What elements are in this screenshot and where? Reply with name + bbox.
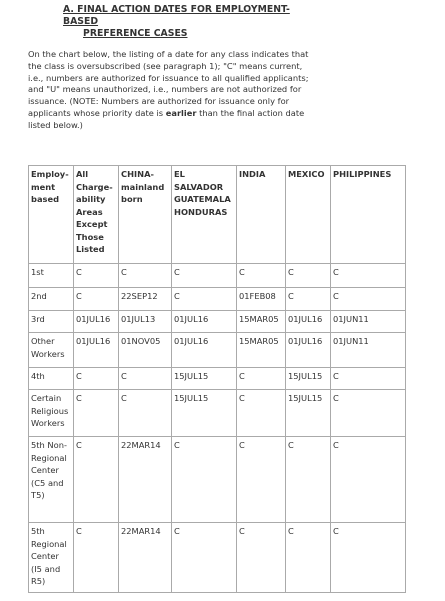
table-cell: C [237, 437, 286, 523]
table-cell: 15MAR05 [237, 311, 286, 333]
section-heading [63, 4, 313, 40]
header-cell: All Charge-ability Areas Except Those Listed [74, 166, 119, 264]
intro-text-start: On the chart below, the listing of a date for any class indicates that the class is oversubscribed (see paragraph 1); "C" means current, i.e., numbers are authorized for issuance to all qualified applicants; and "U" means unauthorized, i.e., numbers are not authorized for issuance. (NOTE: Numbers are authorized for issuance only for applicants whose priority date is [28, 49, 309, 118]
table-cell: 2nd [29, 288, 74, 311]
table-cell: 15JUL15 [172, 390, 237, 437]
table-cell: 1st [29, 264, 74, 288]
table-cell: Other Workers [29, 333, 74, 368]
table-cell: C [331, 368, 406, 390]
table-cell: C [331, 523, 406, 593]
section-subtitle: PREFERENCE CASES [83, 28, 188, 39]
table-cell: 22SEP12 [119, 288, 172, 311]
table-row [29, 333, 406, 368]
table-cell: C [74, 390, 119, 437]
intro-bold-word: earlier [165, 107, 197, 118]
table-cell: 01JUN11 [331, 333, 406, 368]
table-cell: 01JUL16 [286, 311, 331, 333]
table-cell: C [119, 390, 172, 437]
table-cell: C [74, 288, 119, 311]
table-row [29, 523, 406, 593]
table-cell: 4th [29, 368, 74, 390]
final-action-dates-table [28, 165, 406, 593]
table-cell: C [237, 390, 286, 437]
table-cell: C [74, 368, 119, 390]
table-cell: C [237, 368, 286, 390]
header-cell: INDIA [237, 166, 286, 264]
table-cell: 15MAR05 [237, 333, 286, 368]
table-cell: C [237, 523, 286, 593]
table-cell: 3rd [29, 311, 74, 333]
table-cell: C [74, 523, 119, 593]
header-cell: PHILIPPINES [331, 166, 406, 264]
table-cell: Certain Religious Workers [29, 390, 74, 437]
table-row [29, 437, 406, 523]
table-cell: C [172, 288, 237, 311]
table-cell: C [286, 437, 331, 523]
table-cell: 22MAR14 [119, 523, 172, 593]
table-cell: 22MAR14 [119, 437, 172, 523]
table-cell: C [119, 368, 172, 390]
table-row [29, 264, 406, 288]
table-row [29, 288, 406, 311]
header-cell: MEXICO [286, 166, 331, 264]
table-cell: C [172, 264, 237, 288]
table-cell: C [286, 264, 331, 288]
table-cell: C [74, 437, 119, 523]
table-cell: C [119, 264, 172, 288]
table-cell: C [331, 437, 406, 523]
table-cell: 01FEB08 [237, 288, 286, 311]
header-cell: Employ-ment based [29, 166, 74, 264]
table-cell: 15JUL15 [286, 368, 331, 390]
table-cell: 01JUL16 [74, 311, 119, 333]
table-cell: 15JUL15 [286, 390, 331, 437]
table-cell: 01JUL16 [172, 333, 237, 368]
table-cell: 5th Regional Center (I5 and R5) [29, 523, 74, 593]
table-header-row [29, 166, 406, 264]
table-cell: C [331, 288, 406, 311]
table-cell: C [172, 523, 237, 593]
header-cell: EL SALVADOR GUATEMALA HONDURAS [172, 166, 237, 264]
table-cell: 01JUL13 [119, 311, 172, 333]
table-cell: C [286, 288, 331, 311]
intro-text-end: than the final action date listed below.) [28, 107, 305, 130]
table-row [29, 390, 406, 437]
table-row [29, 368, 406, 390]
table-cell: 01JUL16 [286, 333, 331, 368]
table-cell: 01JUL16 [74, 333, 119, 368]
table-cell: 01JUN11 [331, 311, 406, 333]
table-cell: C [237, 264, 286, 288]
table-cell: C [331, 390, 406, 437]
table-cell: C [286, 523, 331, 593]
table-cell: C [331, 264, 406, 288]
table-cell: 01JUL16 [172, 311, 237, 333]
section-title: A. FINAL ACTION DATES FOR EMPLOYMENT-BASED [63, 4, 290, 27]
intro-paragraph [28, 49, 318, 132]
table-cell: 5th Non-Regional Center (C5 and T5) [29, 437, 74, 523]
table-cell: 01NOV05 [119, 333, 172, 368]
table-cell: C [74, 264, 119, 288]
table-row [29, 311, 406, 333]
table-cell: 15JUL15 [172, 368, 237, 390]
header-cell: CHINA-mainland born [119, 166, 172, 264]
table-cell: C [172, 437, 237, 523]
